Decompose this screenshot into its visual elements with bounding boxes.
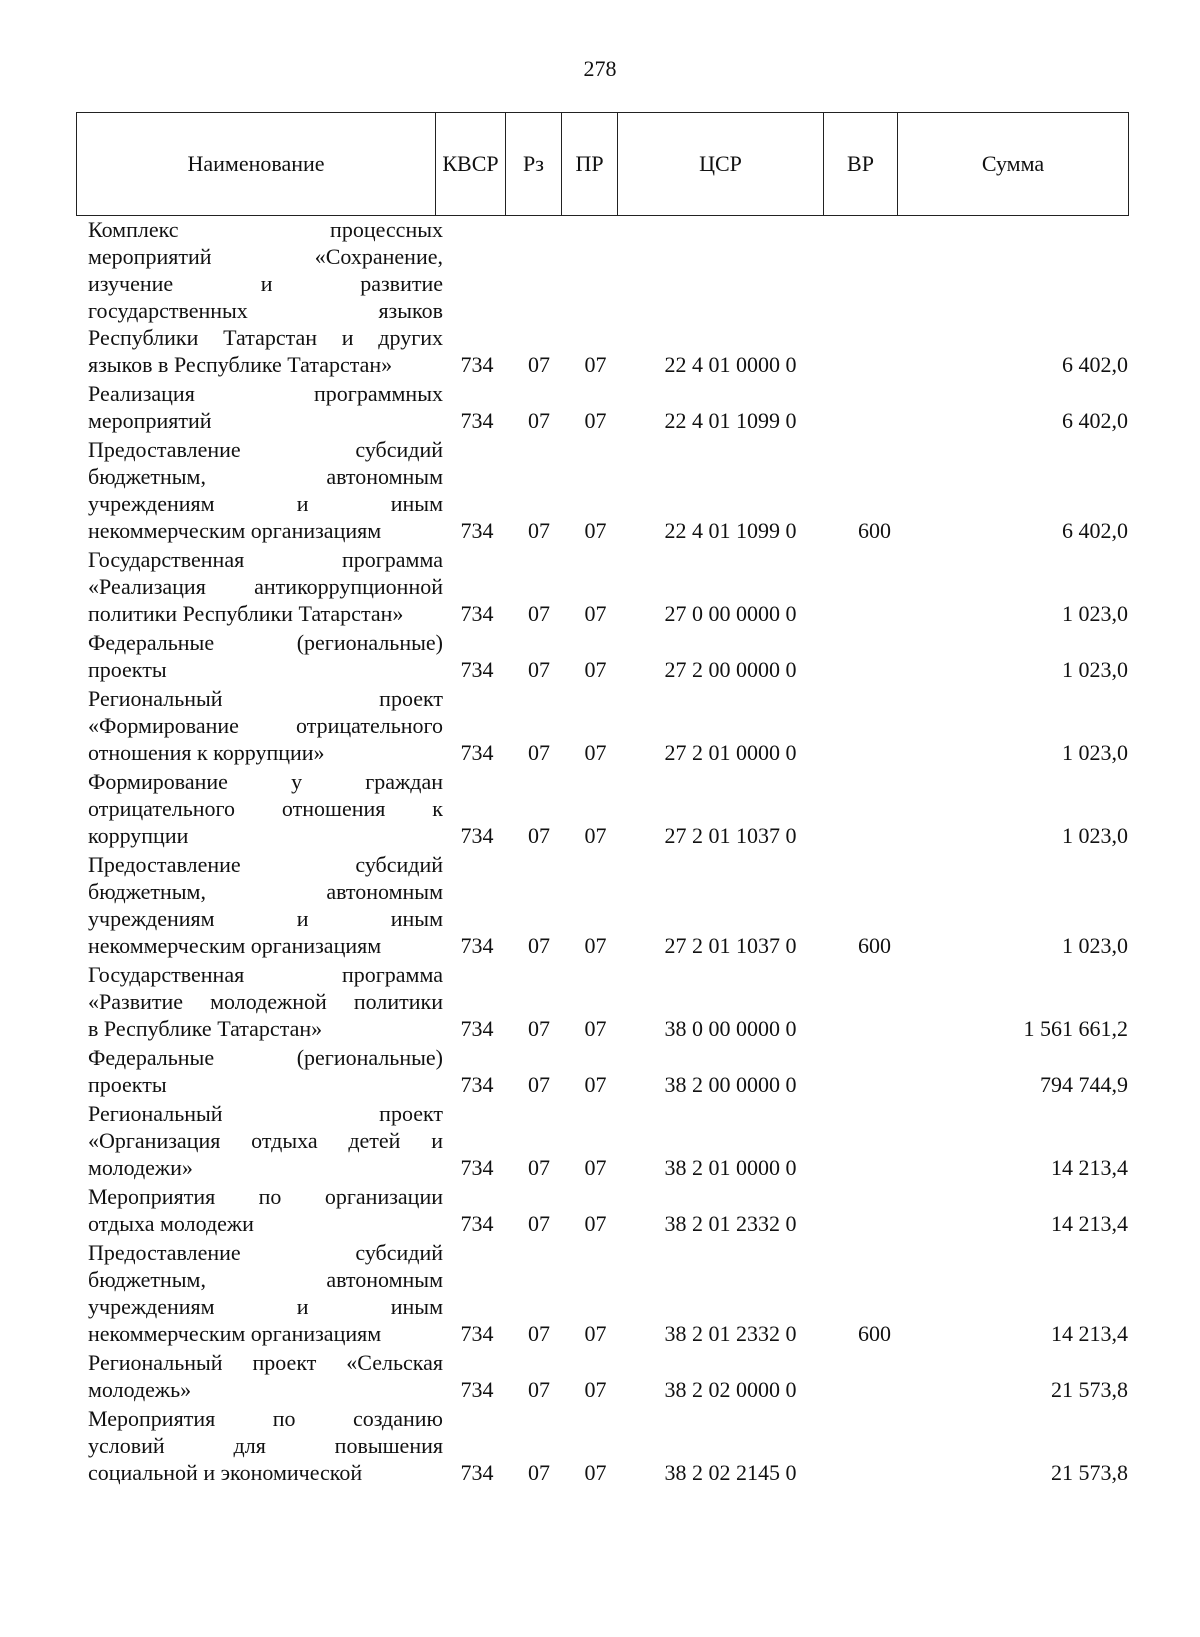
row-name-line: «Реализация антикоррупционной xyxy=(88,574,443,599)
table-row xyxy=(76,380,1128,434)
cell-rz: 07 xyxy=(528,1321,550,1346)
table-row xyxy=(76,851,1128,959)
table-row xyxy=(76,546,1128,627)
table-row xyxy=(76,1044,1128,1098)
cell-pr: 07 xyxy=(584,408,607,433)
cell-rz: 07 xyxy=(528,1155,550,1180)
cell-rz: 07 xyxy=(528,740,550,765)
row-name-line: Региональный проект xyxy=(88,686,443,711)
cell-kvsr: 734 xyxy=(460,518,494,543)
row-name-line: бюджетным, автономным xyxy=(88,879,443,904)
row-name-line: условий для повышения xyxy=(88,1433,443,1458)
row-name-line: мероприятий xyxy=(88,408,212,433)
row-name-line: некоммерческим организациям xyxy=(88,933,382,958)
cell-rz: 07 xyxy=(528,1211,550,1236)
row-name-line: Предоставление субсидий xyxy=(88,437,443,462)
cell-pr: 07 xyxy=(584,823,607,848)
table-row xyxy=(76,685,1128,766)
cell-rz: 07 xyxy=(528,1072,550,1097)
row-name xyxy=(76,961,443,1042)
cell-csr: 27 2 01 1037 0 xyxy=(664,933,797,958)
row-name-line: отдыха молодежи xyxy=(88,1211,254,1236)
cell-pr: 07 xyxy=(584,933,607,958)
row-name-line: Государственная программа xyxy=(88,962,443,987)
cell-vr: 600 xyxy=(858,1321,891,1346)
cell-rz: 07 xyxy=(528,408,550,433)
header-name: Наименование xyxy=(77,113,436,216)
row-name-line: молодежи» xyxy=(88,1155,193,1180)
row-name-line: учреждениям и иным xyxy=(88,491,443,516)
cell-kvsr: 734 xyxy=(460,1377,494,1402)
header-csr: ЦСР xyxy=(618,113,824,216)
cell-rz: 07 xyxy=(528,352,550,377)
cell-pr: 07 xyxy=(584,1377,607,1402)
row-name-line: Мероприятия по организации xyxy=(88,1184,443,1209)
cell-sum: 1 561 661,2 xyxy=(1023,1016,1128,1041)
cell-kvsr: 734 xyxy=(460,1072,494,1097)
cell-pr: 07 xyxy=(584,1072,607,1097)
row-name-line: молодежь» xyxy=(88,1377,192,1402)
row-name-line: учреждениям и иным xyxy=(88,906,443,931)
row-name-line: в Республике Татарстан» xyxy=(88,1016,323,1041)
cell-sum: 1 023,0 xyxy=(1062,601,1128,626)
cell-csr: 38 0 00 0000 0 xyxy=(664,1016,797,1041)
table-row xyxy=(76,1100,1128,1181)
cell-pr: 07 xyxy=(584,740,607,765)
cell-csr: 22 4 01 0000 0 xyxy=(664,352,797,377)
row-name-line: Федеральные (региональные) xyxy=(88,1045,443,1070)
cell-kvsr: 734 xyxy=(460,933,494,958)
row-name-line: Федеральные (региональные) xyxy=(88,630,443,655)
cell-csr: 38 2 02 0000 0 xyxy=(664,1377,797,1402)
cell-sum: 794 744,9 xyxy=(1040,1072,1128,1097)
cell-sum: 1 023,0 xyxy=(1062,823,1128,848)
cell-pr: 07 xyxy=(584,1211,607,1236)
row-name xyxy=(76,1044,443,1098)
cell-sum: 14 213,4 xyxy=(1051,1155,1128,1180)
cell-pr: 07 xyxy=(584,601,607,626)
cell-kvsr: 734 xyxy=(460,352,494,377)
row-name-line: Реализация программных xyxy=(88,381,443,406)
cell-sum: 21 573,8 xyxy=(1051,1460,1128,1485)
row-name xyxy=(76,380,443,434)
cell-rz: 07 xyxy=(528,601,550,626)
row-name-line: проекты xyxy=(88,1072,167,1097)
cell-csr: 38 2 00 0000 0 xyxy=(664,1072,797,1097)
table-header xyxy=(76,112,1129,216)
header-kvsr: КВСР xyxy=(436,113,506,216)
cell-pr: 07 xyxy=(584,1460,607,1485)
row-name-line: Государственная программа xyxy=(88,547,443,572)
row-name-line: Формирование у граждан xyxy=(88,769,443,794)
row-name-line: коррупции xyxy=(88,823,189,848)
cell-sum: 6 402,0 xyxy=(1062,352,1128,377)
cell-kvsr: 734 xyxy=(460,408,494,433)
row-name xyxy=(76,1100,443,1181)
table-row xyxy=(76,1183,1128,1237)
cell-sum: 6 402,0 xyxy=(1062,408,1128,433)
row-name-line: изучение и развитие xyxy=(88,271,443,296)
cell-vr: 600 xyxy=(858,933,891,958)
table-row xyxy=(76,216,1128,378)
cell-rz: 07 xyxy=(528,657,550,682)
row-name xyxy=(76,629,443,683)
table-row xyxy=(76,1239,1128,1347)
cell-sum: 14 213,4 xyxy=(1051,1321,1128,1346)
header-sum: Сумма xyxy=(898,113,1129,216)
cell-rz: 07 xyxy=(528,518,550,543)
cell-pr: 07 xyxy=(584,1155,607,1180)
table-row xyxy=(76,1405,1128,1486)
row-name-line: Мероприятия по созданию xyxy=(88,1406,443,1431)
cell-sum: 14 213,4 xyxy=(1051,1211,1128,1236)
cell-kvsr: 734 xyxy=(460,740,494,765)
cell-sum: 1 023,0 xyxy=(1062,740,1128,765)
row-name-line: учреждениям и иным xyxy=(88,1294,443,1319)
cell-csr: 22 4 01 1099 0 xyxy=(664,408,797,433)
row-name-line: Региональный проект xyxy=(88,1101,443,1126)
row-name-line: проекты xyxy=(88,657,167,682)
cell-sum: 1 023,0 xyxy=(1062,657,1128,682)
cell-sum: 1 023,0 xyxy=(1062,933,1128,958)
table-row xyxy=(76,768,1128,849)
table-row xyxy=(76,629,1128,683)
cell-rz: 07 xyxy=(528,823,550,848)
cell-pr: 07 xyxy=(584,657,607,682)
table-row xyxy=(76,436,1128,544)
cell-kvsr: 734 xyxy=(460,1016,494,1041)
cell-rz: 07 xyxy=(528,1460,550,1485)
cell-csr: 38 2 01 2332 0 xyxy=(664,1211,797,1236)
row-name xyxy=(76,1405,443,1486)
cell-csr: 27 2 01 0000 0 xyxy=(664,740,797,765)
cell-kvsr: 734 xyxy=(460,1211,494,1236)
row-name-line: Комплекс процессных xyxy=(88,217,443,242)
table-row xyxy=(76,961,1128,1042)
cell-rz: 07 xyxy=(528,933,550,958)
cell-kvsr: 734 xyxy=(460,1155,494,1180)
row-name-line: некоммерческим организациям xyxy=(88,518,382,543)
cell-rz: 07 xyxy=(528,1377,550,1402)
cell-csr: 38 2 02 2145 0 xyxy=(664,1460,797,1485)
row-name-line: «Развитие молодежной политики xyxy=(88,989,443,1014)
row-name-line: социальной и экономической xyxy=(88,1460,363,1485)
cell-kvsr: 734 xyxy=(460,1460,494,1485)
header-vr: ВР xyxy=(824,113,898,216)
cell-rz: 07 xyxy=(528,1016,550,1041)
row-name-line: Предоставление субсидий xyxy=(88,852,443,877)
row-name xyxy=(76,1349,443,1403)
row-name-line: Предоставление субсидий xyxy=(88,1240,443,1265)
row-name xyxy=(76,851,443,959)
cell-pr: 07 xyxy=(584,1321,607,1346)
row-name-line: бюджетным, автономным xyxy=(88,464,443,489)
row-name xyxy=(76,1239,443,1347)
cell-pr: 07 xyxy=(584,352,607,377)
cell-pr: 07 xyxy=(584,518,607,543)
cell-csr: 38 2 01 2332 0 xyxy=(664,1321,797,1346)
cell-kvsr: 734 xyxy=(460,601,494,626)
row-name-line: «Организация отдыха детей и xyxy=(88,1128,443,1153)
cell-csr: 27 2 00 0000 0 xyxy=(664,657,797,682)
header-pr: ПР xyxy=(562,113,618,216)
row-name xyxy=(76,216,443,378)
row-name-line: отношения к коррупции» xyxy=(88,740,325,765)
row-name-line: государственных языков xyxy=(88,298,443,323)
cell-csr: 27 0 00 0000 0 xyxy=(664,601,797,626)
row-name xyxy=(76,436,443,544)
cell-pr: 07 xyxy=(584,1016,607,1041)
cell-kvsr: 734 xyxy=(460,1321,494,1346)
page-number: 278 xyxy=(583,56,617,81)
row-name-line: «Формирование отрицательного xyxy=(88,713,443,738)
header-rz: Рз xyxy=(506,113,562,216)
row-name-line: языков в Республике Татарстан» xyxy=(88,352,393,377)
cell-vr: 600 xyxy=(858,518,891,543)
row-name-line: Региональный проект «Сельская xyxy=(88,1350,443,1375)
row-name xyxy=(76,768,443,849)
row-name xyxy=(76,685,443,766)
row-name-line: Республики Татарстан и других xyxy=(88,325,443,350)
table-body xyxy=(76,216,1128,1486)
cell-csr: 27 2 01 1037 0 xyxy=(664,823,797,848)
row-name-line: мероприятий «Сохранение, xyxy=(88,244,443,269)
cell-csr: 22 4 01 1099 0 xyxy=(664,518,797,543)
row-name-line: отрицательного отношения к xyxy=(88,796,443,821)
table-row xyxy=(76,1349,1128,1403)
cell-sum: 6 402,0 xyxy=(1062,518,1128,543)
row-name-line: политики Республики Татарстан» xyxy=(88,601,404,626)
row-name xyxy=(76,1183,443,1237)
cell-csr: 38 2 01 0000 0 xyxy=(664,1155,797,1180)
row-name-line: некоммерческим организациям xyxy=(88,1321,382,1346)
cell-kvsr: 734 xyxy=(460,657,494,682)
cell-kvsr: 734 xyxy=(460,823,494,848)
cell-sum: 21 573,8 xyxy=(1051,1377,1128,1402)
row-name xyxy=(76,546,443,627)
row-name-line: бюджетным, автономным xyxy=(88,1267,443,1292)
